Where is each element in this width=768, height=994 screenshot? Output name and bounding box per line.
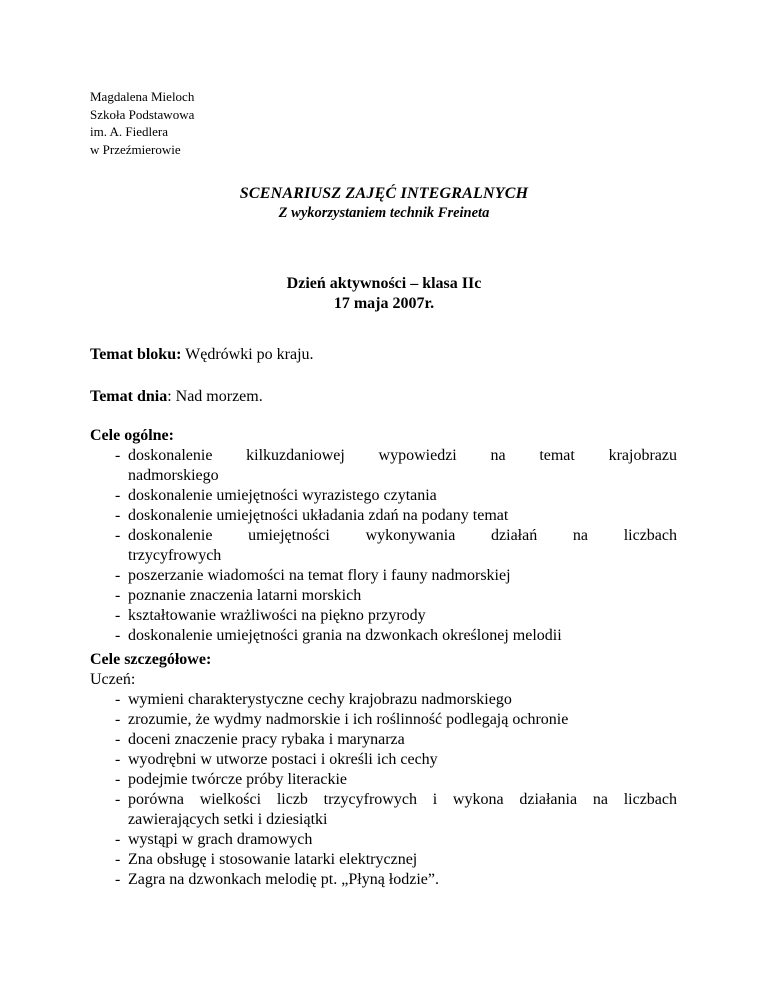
dash-bullet: - <box>115 771 121 788</box>
dash-bullet: - <box>115 851 121 868</box>
day-date-line: 17 maja 2007r. <box>333 295 435 312</box>
dash-bullet: - <box>115 487 121 504</box>
dash-bullet: - <box>115 607 121 624</box>
dash-bullet: - <box>115 587 121 604</box>
list-item-text: Zagra na dzwonkach melodię pt. „Płyną łodzie”. <box>128 871 439 888</box>
title-block <box>0 183 768 223</box>
list-item-text: doskonalenie umiejętności układania zdań na podany temat <box>128 507 509 524</box>
list-item-text: wymieni charakterystyczne cechy krajobrazu nadmorskiego <box>128 691 512 708</box>
document-subtitle: Z wykorzystaniem technik Freineta <box>278 205 490 221</box>
list-item-text: doceni znaczenie pracy rybaka i marynarza <box>128 731 405 748</box>
list-item <box>90 750 677 770</box>
list-item-text: doskonalenie umiejętności wyrazistego czytania <box>128 487 437 504</box>
dash-bullet: - <box>115 831 121 848</box>
list-item-text: wystąpi w grach dramowych <box>128 831 313 848</box>
list-item-text: doskonalenie umiejętności wykonywania działań na liczbach <box>128 527 677 544</box>
dash-bullet: - <box>115 791 121 808</box>
list-item-text: porówna wielkości liczb trzycyfrowych i wykona działania na liczbach <box>128 791 677 808</box>
school-name: Szkoła Podstawowa <box>90 106 195 122</box>
school-location: w Przeźmierowie <box>90 141 181 157</box>
dash-bullet: - <box>115 507 121 524</box>
list-item <box>90 626 677 646</box>
list-item <box>90 606 677 626</box>
day-topic-value: : Nad morzem. <box>167 388 263 405</box>
list-item <box>90 526 677 566</box>
list-item-text: poszerzanie wiadomości na temat flory i fauny nadmorskiej <box>128 567 511 584</box>
list-item <box>90 790 677 830</box>
specific-goals-section <box>90 650 677 890</box>
list-item-continuation: trzycyfrowych <box>128 547 222 564</box>
school-patron: im. A. Fiedlera <box>90 124 168 139</box>
dash-bullet: - <box>115 691 121 708</box>
author-name: Magdalena Mieloch <box>90 89 195 104</box>
general-goals-heading: Cele ogólne: <box>90 427 174 444</box>
list-item-text: zrozumie, że wydmy nadmorskie i ich roślinność podlegają ochronie <box>128 711 569 728</box>
list-item-continuation: zawierających setki i dziesiątki <box>128 811 328 828</box>
block-topic <box>90 345 677 365</box>
dash-bullet: - <box>115 731 121 748</box>
block-topic-label: Temat bloku: <box>90 346 182 363</box>
general-goals-list <box>90 446 677 646</box>
specific-goals-intro: Uczeń: <box>90 671 136 688</box>
list-item <box>90 690 677 710</box>
block-topic-value: Wędrówki po kraju. <box>181 346 314 363</box>
list-item-text: doskonalenie umiejętności grania na dzwonkach określonej melodii <box>128 627 562 644</box>
list-item <box>90 506 677 526</box>
day-class-line: Dzień aktywności – klasa IIc <box>286 275 482 292</box>
author-block <box>90 88 194 158</box>
document-title: SCENARIUSZ ZAJĘĆ INTEGRALNYCH <box>239 185 529 202</box>
list-item-text: poznanie znaczenia latarni morskich <box>128 587 362 604</box>
list-item <box>90 850 677 870</box>
dash-bullet: - <box>115 447 121 464</box>
list-item-text: kształtowanie wrażliwości na piękno przyrody <box>128 607 426 624</box>
dash-bullet: - <box>115 567 121 584</box>
dash-bullet: - <box>115 711 121 728</box>
dash-bullet: - <box>115 527 121 544</box>
specific-goals-heading: Cele szczegółowe: <box>90 651 212 668</box>
list-item-text: doskonalenie kilkuzdaniowej wypowiedzi na temat krajobrazu <box>128 447 677 464</box>
list-item-text: wyodrębni w utworze postaci i określi ich cechy <box>128 751 438 768</box>
general-goals-section <box>90 426 677 646</box>
dash-bullet: - <box>115 871 121 888</box>
list-item <box>90 870 677 890</box>
list-item <box>90 446 677 486</box>
specific-goals-list <box>90 690 677 890</box>
list-item-text: Zna obsługę i stosowanie latarki elektrycznej <box>128 851 418 868</box>
list-item-text: podejmie twórcze próby literackie <box>128 771 348 788</box>
day-info <box>0 274 768 314</box>
dash-bullet: - <box>115 627 121 644</box>
list-item <box>90 710 677 730</box>
day-topic-label: Temat dnia <box>90 388 168 405</box>
list-item <box>90 566 677 586</box>
day-topic <box>90 387 677 407</box>
list-item <box>90 770 677 790</box>
list-item <box>90 486 677 506</box>
list-item-continuation: nadmorskiego <box>128 467 219 484</box>
list-item <box>90 730 677 750</box>
list-item <box>90 586 677 606</box>
list-item <box>90 830 677 850</box>
dash-bullet: - <box>115 751 121 768</box>
